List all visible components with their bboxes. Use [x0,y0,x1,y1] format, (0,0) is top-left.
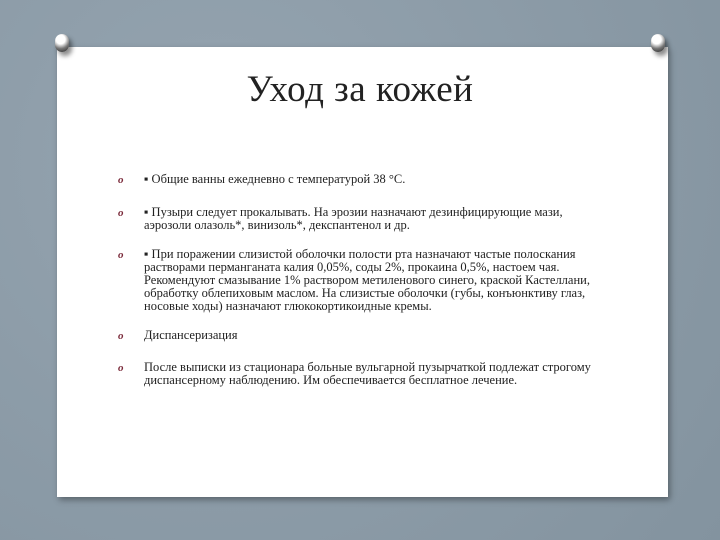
slide-title: Уход за кожей [246,69,474,110]
list-item: o ▪ Пузыри следует прокалывать. На эрозии назначают дезинфицирующие мази, аэрозоли олазоль*, винизоль*, декспантенол и др. [118,205,563,232]
list-item: o ▪ Общие ванны ежедневно с температурой 38 °С. [118,172,406,186]
pushpin-icon [651,34,665,52]
bullet-icon: o [118,330,124,342]
bullet-icon: o [118,249,124,261]
list-item: o Диспансеризация [118,328,238,342]
list-item: o ▪ При поражении слизистой оболочки полости рта назначают частые полоскания растворами перманганата калия 0,05%, соды 2%, прокаина 0,5%, настоем чая. Рекомендуют смазывание 1% раствором метиленового синего, краской Кастеллани, обработку облепиховым маслом. На слизистые оболочки (губы, конъюнктиву глаз, носовые ходы) назначают глюкокортикоидные кремы. [118,247,590,313]
bullet-icon: o [118,174,124,186]
list-item: o После выписки из стационара больные вульгарной пузырчаткой подлежат строгому диспансерному наблюдению. Им обеспечивается бесплатное лечение. [118,360,591,387]
bullet-icon: o [118,362,124,374]
bullet-icon: o [118,207,124,219]
pushpin-icon [55,34,69,52]
